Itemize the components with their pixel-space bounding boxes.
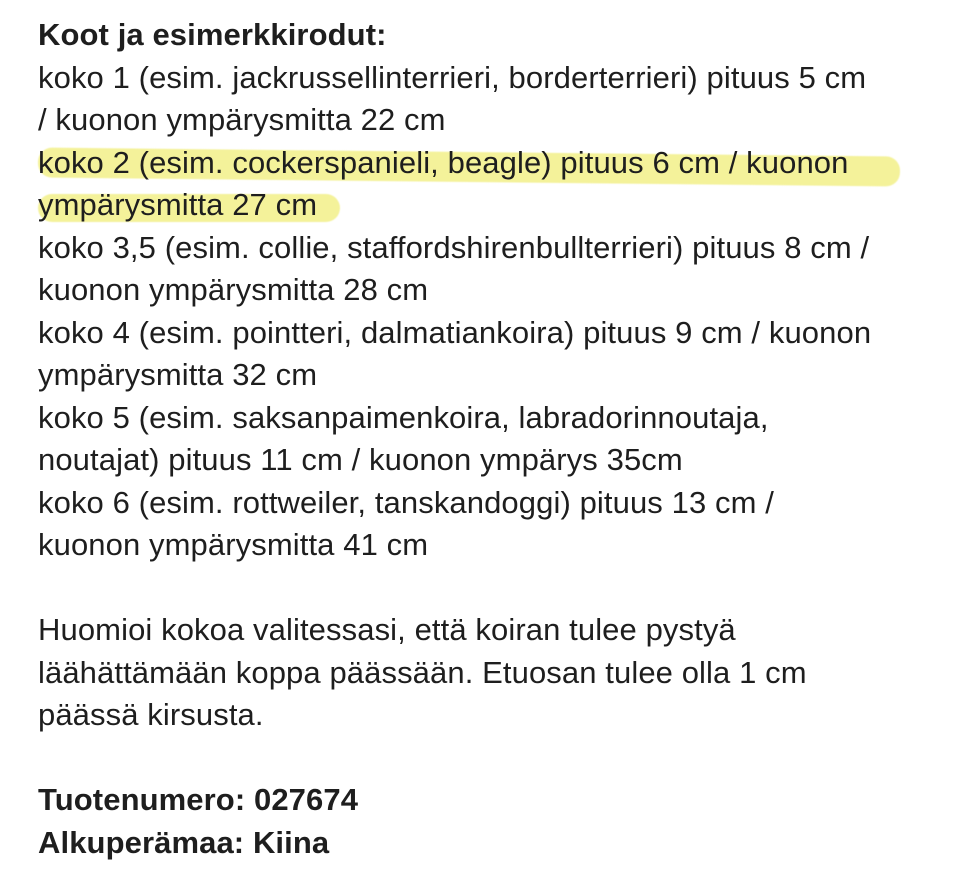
country-of-origin: Alkuperämaa: Kiina — [38, 824, 330, 860]
size-3-5-line-1: koko 3,5 (esim. collie, staffordshirenbullterrieri) pituus 8 cm / — [38, 229, 870, 265]
note-line-3: päässä kirsusta. — [38, 697, 264, 732]
paragraph-gap — [38, 567, 938, 610]
size-6-line-1: koko 6 (esim. rottweiler, tanskandoggi) pituus 13 cm / — [38, 484, 774, 520]
size-6-line-2: kuonon ympärysmitta 41 cm — [38, 527, 429, 562]
product-number: Tuotenumero: 027674 — [38, 782, 359, 817]
size-2-line-2: ympärysmitta 27 cm — [38, 187, 318, 222]
size-2-line-1: koko 2 (esim. cockerspanieli, beagle) pituus 6 cm / kuonon — [38, 144, 849, 180]
size-5-line-2: noutajat) pituus 11 cm / kuonon ympärys 35cm — [38, 442, 683, 477]
note-line-1: Huomioi kokoa valitessasi, että koiran tulee pystyä — [38, 612, 736, 647]
sizes-heading: Koot ja esimerkkirodut: — [38, 17, 387, 52]
paragraph-gap — [38, 737, 938, 780]
note-line-2: läähättämään koppa päässään. Etuosan tulee olla 1 cm — [38, 654, 807, 690]
size-1-line-1: koko 1 (esim. jackrussellinterrieri, borderterrieri) pituus 5 cm — [38, 59, 867, 95]
size-4-line-2: ympärysmitta 32 cm — [38, 357, 318, 392]
size-5-line-1: koko 5 (esim. saksanpaimenkoira, labradorinnoutaja, — [38, 399, 769, 435]
size-3-5-line-2: kuonon ympärysmitta 28 cm — [38, 272, 429, 307]
size-1-line-2: / kuonon ympärysmitta 22 cm — [38, 102, 446, 137]
product-description — [38, 14, 938, 864]
size-4-line-1: koko 4 (esim. pointteri, dalmatiankoira) pituus 9 cm / kuonon — [38, 314, 872, 350]
